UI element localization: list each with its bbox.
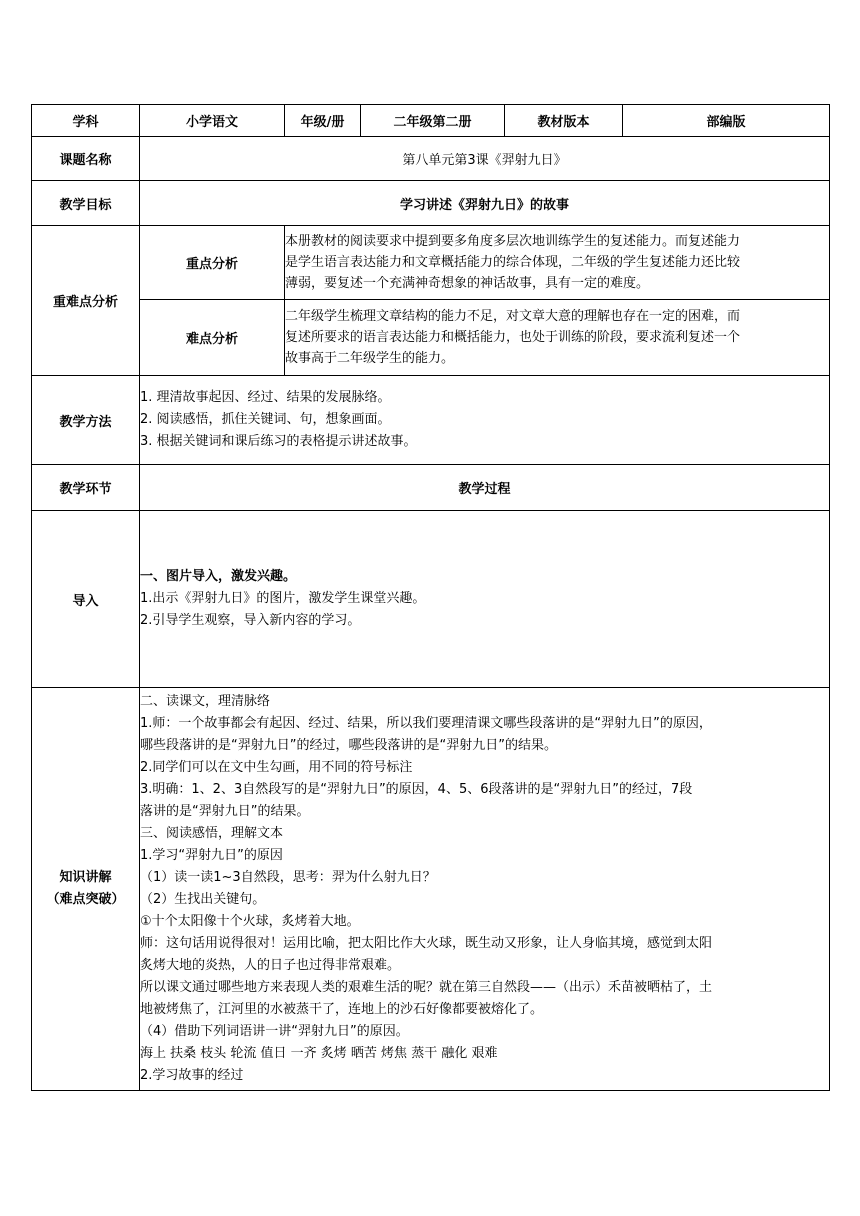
- knowledge-content: [140, 688, 830, 1091]
- knowledge-line: 所以课文通过哪些地方来表现人类的艰难生活的呢？就在第三自然段——（出示）禾苗被晒枯了，土: [140, 980, 713, 995]
- key-analysis-line: 是学生语言表达能力和文章概括能力的综合体现，二年级的学生复述能力还比较: [285, 255, 741, 270]
- intro-label: 导入: [32, 511, 140, 688]
- knowledge-line: 师：这句话用说得很对！运用比喻，把太阳比作大火球，既生动又形象，让人身临其境，感觉到太阳: [140, 936, 713, 951]
- knowledge-line: 2.同学们可以在文中生勾画，用不同的符号标注: [140, 760, 413, 775]
- process-label: 教学过程: [140, 465, 830, 511]
- knowledge-row: [32, 688, 830, 1091]
- intro-row: [32, 511, 830, 688]
- key-analysis-text: [285, 226, 830, 300]
- objective-value: 学习讲述《羿射九日》的故事: [140, 181, 830, 226]
- lesson-row: [32, 137, 830, 181]
- key-analysis-row: [32, 226, 830, 300]
- knowledge-label-line: 知识讲解: [59, 870, 112, 885]
- knowledge-line: 二、读课文，理清脉络: [140, 694, 271, 709]
- methods-list: [140, 376, 830, 465]
- edition-value: 部编版: [623, 105, 830, 137]
- list-item: 1. 理清故事起因、经过、结果的发展脉络。: [140, 390, 391, 405]
- knowledge-line: 海上 扶桑 枝头 轮流 值日 一齐 炙烤 晒苦 烤焦 蒸干 融化 艰难: [140, 1046, 498, 1061]
- difficult-analysis-line: 故事高于二年级学生的能力。: [285, 351, 455, 366]
- knowledge-line: 3.明确：1、2、3自然段写的是“羿射九日”的原因，4、5、6段落讲的是“羿射九日”的经过，7段: [140, 782, 693, 797]
- lesson-label: 课题名称: [32, 137, 140, 181]
- process-stage-label: 教学环节: [32, 465, 140, 511]
- objective-label: 教学目标: [32, 181, 140, 226]
- grade-value: 二年级第二册: [361, 105, 505, 137]
- lesson-value: 第八单元第3课《羿射九日》: [140, 137, 830, 181]
- objective-row: [32, 181, 830, 226]
- knowledge-line: 落讲的是“羿射九日”的结果。: [140, 804, 310, 819]
- list-item: 2. 阅读感悟，抓住关键词、句，想象画面。: [140, 412, 391, 427]
- lesson-plan-table: [31, 104, 830, 1091]
- methods-row: [32, 376, 830, 465]
- knowledge-line: 地被烤焦了，江河里的水被蒸干了，连地上的沙石好像都要被熔化了。: [140, 1002, 544, 1017]
- intro-content: [140, 511, 830, 688]
- difficult-analysis-line: 复述所要求的语言表达能力和概括能力，也处于训练的阶段，要求流利复述一个: [285, 330, 741, 345]
- intro-line: 2.引导学生观察，导入新内容的学习。: [140, 613, 361, 628]
- difficult-analysis-text: [285, 300, 830, 376]
- edition-label: 教材版本: [505, 105, 623, 137]
- methods-label: 教学方法: [32, 376, 140, 465]
- difficult-analysis-label: 难点分析: [140, 300, 285, 376]
- process-header-row: [32, 465, 830, 511]
- knowledge-line: （4）借助下列词语讲一讲“羿射九日”的原因。: [140, 1024, 409, 1039]
- knowledge-line: （1）读一读1~3自然段，思考：羿为什么射九日？: [140, 870, 436, 885]
- difficult-analysis-line: 二年级学生梳理文章结构的能力不足，对文章大意的理解也存在一定的困难，而: [285, 309, 741, 324]
- knowledge-line: 炙烤大地的炎热，人的日子也过得非常艰难。: [140, 958, 401, 973]
- knowledge-line: 三、阅读感悟，理解文本: [140, 826, 284, 841]
- knowledge-line: ①十个太阳像十个火球，炙烤着大地。: [140, 914, 360, 929]
- intro-heading: 一、图片导入，激发兴趣。: [140, 569, 297, 584]
- knowledge-label: [32, 688, 140, 1091]
- header-row: [32, 105, 830, 137]
- list-item: 3. 根据关键词和课后练习的表格提示讲述故事。: [140, 434, 417, 449]
- intro-line: 1.出示《羿射九日》的图片，激发学生课堂兴趣。: [140, 591, 426, 606]
- knowledge-label-line: （难点突破）: [46, 892, 125, 907]
- knowledge-line: 2.学习故事的经过: [140, 1068, 244, 1083]
- subject-value: 小学语文: [140, 105, 285, 137]
- knowledge-line: 1.师：一个故事都会有起因、经过、结果，所以我们要理清课文哪些段落讲的是“羿射九日”的原因，: [140, 716, 712, 731]
- knowledge-line: 1.学习“羿射九日”的原因: [140, 848, 283, 863]
- grade-label: 年级/册: [285, 105, 361, 137]
- difficult-analysis-row: [32, 300, 830, 376]
- subject-label: 学科: [32, 105, 140, 137]
- knowledge-line: （2）生找出关键句。: [140, 892, 266, 907]
- key-analysis-label: 重点分析: [140, 226, 285, 300]
- key-analysis-line: 薄弱，要复述一个充满神奇想象的神话故事，具有一定的难度。: [285, 276, 650, 291]
- key-analysis-line: 本册教材的阅读要求中提到要多角度多层次地训练学生的复述能力。而复述能力: [285, 234, 741, 249]
- knowledge-line: 哪些段落讲的是“羿射九日”的经过，哪些段落讲的是“羿射九日”的结果。: [140, 738, 557, 753]
- analysis-label: 重难点分析: [32, 226, 140, 376]
